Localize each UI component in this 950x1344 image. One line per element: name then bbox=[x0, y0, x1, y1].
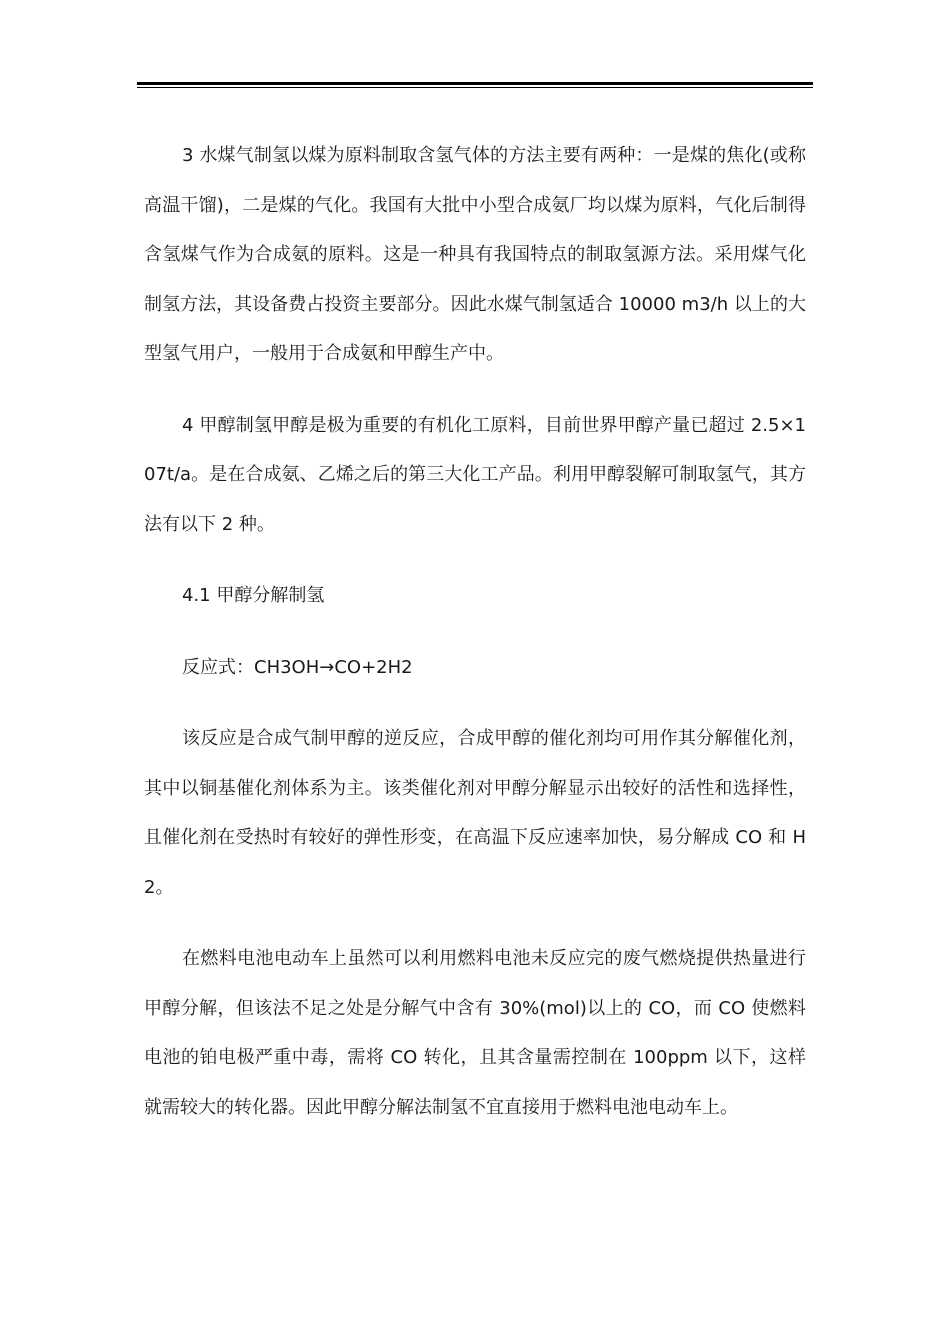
paragraph-catalyst: 该反应是合成气制甲醇的逆反应，合成甲醇的催化剂均可用作其分解催化剂，其中以铜基催化剂体系为主。该类催化剂对甲醇分解显示出较好的活性和选择性，且催化剂在受热时有较好的弹性形变，在高温下反应速率加快，易分解成 CO 和 H2。 bbox=[144, 728, 806, 898]
paragraph-water-gas-hydrogen: 3 水煤气制氢以煤为原料制取含氢气体的方法主要有两种：一是煤的焦化(或称高温干馏)，二是煤的气化。我国有大批中小型合成氨厂均以煤为原料，气化后制得含氢煤气作为合成氨的原料。这是一种具有我国特点的制取氢源方法。采用煤气化制氢方法，其设备费占投资主要部分。因此水煤气制氢适合 10000 m3/h 以上的大型氢气用户，一般用于合成氨和甲醇生产中。 bbox=[144, 145, 806, 364]
header-rule-thick bbox=[137, 82, 813, 85]
section-heading-methanol-decomposition: 4.1 甲醇分解制氢 bbox=[182, 585, 325, 606]
paragraph-fuel-cell-vehicle: 在燃料电池电动车上虽然可以利用燃料电池未反应完的废气燃烧提供热量进行甲醇分解，但该法不足之处是分解气中含有 30%(mol)以上的 CO，而 CO 使燃料电池的铂电极严重中毒，需将 CO 转化，且其含量需控制在 100ppm 以下，这样就需较大的转化器。因此甲醇分解法制氢不宜直接用于燃料电池电动车上。 bbox=[144, 948, 806, 1118]
header-rule-thin bbox=[137, 87, 813, 88]
paragraph-methanol-hydrogen: 4 甲醇制氢甲醇是极为重要的有机化工原料，目前世界甲醇产量已超过 2.5×107t/a。是在合成氨、乙烯之后的第三大化工产品。利用甲醇裂解可制取氢气，其方法有以下 2 种。 bbox=[144, 414, 806, 535]
reaction-equation: 反应式：CH3OH→CO+2H2 bbox=[182, 656, 413, 678]
document-body bbox=[144, 131, 806, 1154]
